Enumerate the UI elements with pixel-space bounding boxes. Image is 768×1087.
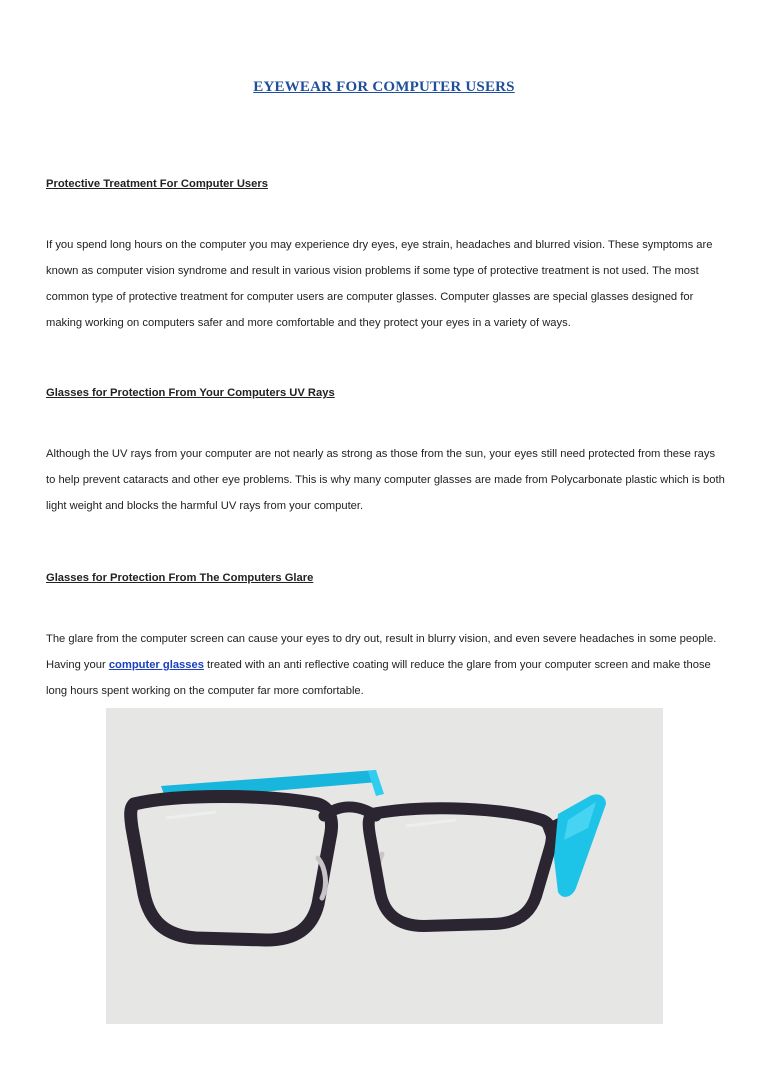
paragraph-protective-treatment: If you spend long hours on the computer you may experience dry eyes, eye strain, headaches and blurred vision. These symptoms are known as computer vision syndrome and result in various vision problems if some type of protective treatment is not used. The most common type of protective treatment for computer users are computer glasses. Computer glasses are special glasses designed for making working on computers safer and more comfortable and they protect your eyes in a variety of ways.	[46, 239, 713, 329]
paragraph-uv-rays: Although the UV rays from your computer are not nearly as strong as those from the sun, your eyes still need protected from these rays to help prevent cataracts and other eye problems. This is why many computer glasses are made from Polycarbonate plastic which is both light weight and blocks the harmful UV rays from your computer.	[46, 448, 725, 512]
paragraph-glare-text-before: The glare from the computer screen can cause your eyes to dry out, result in blurry vision, and even severe headaches in some people. Having your	[46, 633, 717, 671]
paragraph-glare	[46, 626, 726, 704]
document-title: EYEWEAR FOR COMPUTER USERS	[253, 79, 515, 95]
section-heading-glare: Glasses for Protection From The Computers Glare	[46, 572, 314, 584]
glasses-photo	[106, 708, 663, 1024]
computer-glasses-link[interactable]: computer glasses	[108, 659, 204, 671]
glasses-illustration	[106, 708, 663, 1024]
section-heading-protective-treatment: Protective Treatment For Computer Users	[46, 178, 268, 190]
paragraph-glare-text-after: treated with an anti reflective coating will reduce the glare from your computer screen and make those long hours spent working on the computer far more comfortable.	[46, 659, 711, 697]
section-heading-uv-rays: Glasses for Protection From Your Computers UV Rays	[46, 387, 335, 399]
